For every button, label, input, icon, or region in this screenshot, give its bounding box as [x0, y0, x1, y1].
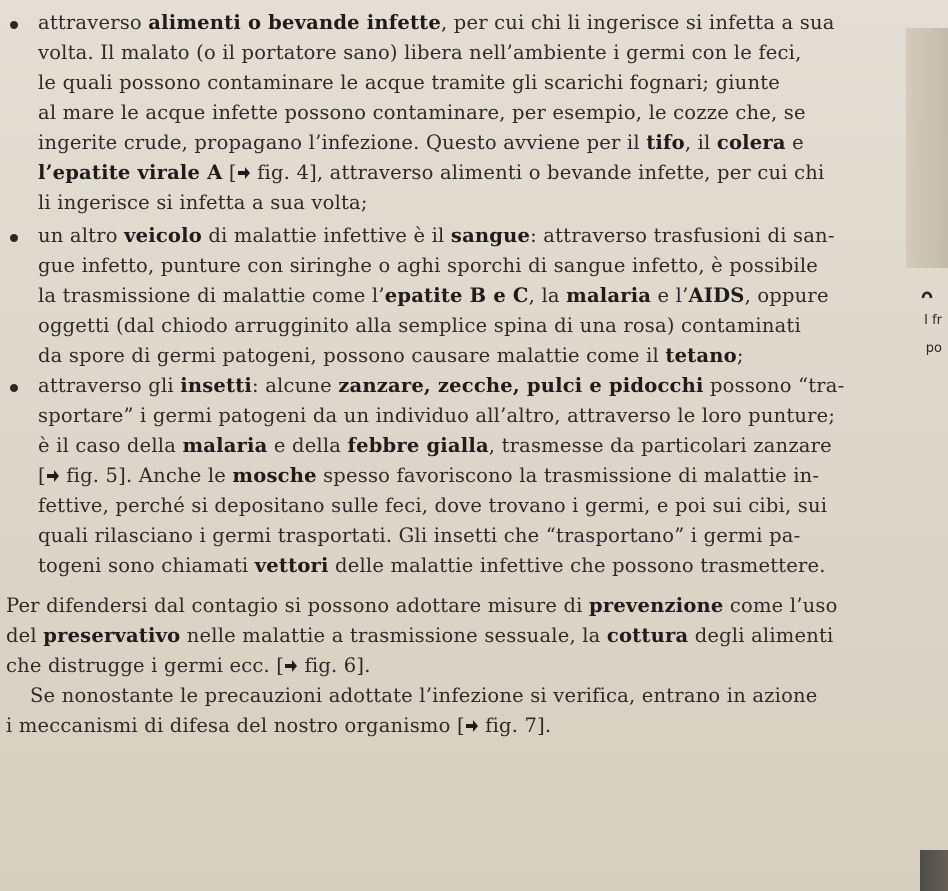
bracket: ]. — [537, 714, 552, 737]
text-fragment: attraverso gli — [38, 374, 181, 397]
bold-term: veicolo — [124, 224, 202, 247]
p2-line-5 — [38, 341, 744, 371]
figure-reference-icon — [284, 659, 298, 673]
p3-line-7 — [38, 551, 826, 581]
text-fragment: , la — [528, 284, 567, 307]
p1-line-4: al mare le acque infette possono contaminare, per esempio, le cozze che, se — [38, 101, 806, 124]
p4-line-1 — [6, 591, 838, 621]
bullet-3 — [10, 384, 18, 392]
text-fragment: possono “tra- — [703, 374, 845, 397]
bracket: [ — [38, 464, 46, 487]
text-fragment: ingerite crude, propagano l’infezione. Questo avviene per il — [38, 131, 647, 154]
text-fragment: : attraverso trasfusioni di san- — [530, 224, 835, 247]
text-fragment: da spore di germi patogeni, possono causare malattie come il — [38, 344, 666, 367]
page-edge-dark — [920, 850, 948, 891]
text-fragment: degli alimenti — [688, 624, 834, 647]
bullet-2 — [10, 234, 18, 242]
bold-term: malaria — [566, 284, 652, 307]
p1-line-6 — [38, 158, 824, 188]
p1-line-7: li ingerisce si infetta a sua volta; — [38, 191, 368, 214]
text-fragment: spesso favoriscono la trasmissione di malattie in- — [316, 464, 820, 487]
p2-line-2: gue infetto, punture con siringhe o aghi sporchi di sangue infetto, è possibile — [38, 254, 819, 277]
bold-term: epatite B e C — [384, 284, 529, 307]
text-fragment: del — [6, 624, 44, 647]
figure-reference[interactable]: fig. 7 — [485, 714, 538, 737]
text-fragment: e l’ — [651, 284, 689, 307]
bold-term: mosche — [232, 464, 317, 487]
bracket: ] — [309, 161, 317, 184]
bold-term: colera — [716, 131, 786, 154]
bold-term: l’epatite virale A — [38, 161, 223, 184]
margin-note-2: po — [925, 341, 942, 356]
bold-term: vettori — [254, 554, 329, 577]
bracket: ]. — [356, 654, 371, 677]
p2-line-3 — [38, 281, 829, 311]
p5-line-2 — [6, 711, 551, 741]
p3-line-4 — [38, 461, 819, 491]
figure-reference-icon — [237, 166, 251, 180]
bold-term: tifo — [646, 131, 685, 154]
text-fragment: è il caso della — [38, 434, 183, 457]
p5-line-1: Se nonostante le precauzioni adottate l’infezione si verifica, entrano in azione — [30, 684, 818, 707]
bold-term: febbre gialla — [347, 434, 489, 457]
text-fragment: di malattie infettive è il — [201, 224, 451, 247]
text-fragment: togeni sono chiamati — [38, 554, 255, 577]
bullet-1 — [10, 21, 18, 29]
bold-term: malaria — [182, 434, 268, 457]
p3-line-6: quali rilasciano i germi trasportati. Gli insetti che “trasportano” i germi pa- — [38, 524, 801, 547]
margin-note-1: I fr — [924, 313, 942, 328]
bold-term: zanzare, zecche, pulci e pidocchi — [338, 374, 704, 397]
text-fragment: , oppure — [744, 284, 829, 307]
text-fragment: Per difendersi dal contagio si possono adottare misure di — [6, 594, 590, 617]
page-edge-shadow — [906, 28, 948, 268]
bracket: ] — [118, 464, 126, 487]
text-fragment: i meccanismi di difesa del nostro organismo — [6, 714, 457, 737]
figure-reference[interactable]: fig. 5 — [66, 464, 119, 487]
text-fragment: come l’uso — [723, 594, 838, 617]
text-fragment: la trasmissione di malattie come l’ — [38, 284, 385, 307]
text-fragment: nelle malattie a trasmissione sessuale, la — [180, 624, 607, 647]
p3-line-1 — [38, 371, 844, 401]
p4-line-3 — [6, 651, 371, 681]
text-fragment: , il — [684, 131, 717, 154]
p1-line-3: le quali possono contaminare le acque tramite gli scarichi fognari; giunte — [38, 71, 780, 94]
text-fragment: attraverso — [38, 11, 149, 34]
bold-term: preservativo — [43, 624, 181, 647]
bold-term: sangue — [450, 224, 531, 247]
figure-reference[interactable]: fig. 6 — [304, 654, 357, 677]
text-fragment: ; — [736, 344, 744, 367]
p3-line-3 — [38, 431, 832, 461]
text-fragment: delle malattie infettive che possono trasmettere. — [328, 554, 826, 577]
bracket: [ — [456, 714, 465, 737]
text-fragment: un altro — [38, 224, 125, 247]
bold-term: alimenti o bevande infette — [148, 11, 441, 34]
text-fragment: . Anche le — [125, 464, 233, 487]
text-fragment: e della — [267, 434, 348, 457]
text-fragment: , per cui chi li ingerisce si infetta a sua — [440, 11, 835, 34]
figure-reference-icon — [465, 719, 479, 733]
text-fragment: , trasmesse da particolari zanzare — [488, 434, 832, 457]
text-fragment: : alcune — [252, 374, 339, 397]
figure-reference[interactable]: fig. 4 — [257, 161, 310, 184]
p3-line-5: fettive, perché si depositano sulle feci, dove trovano i germi, e poi sui cibi, sui — [38, 494, 828, 517]
p3-line-2: sportare” i germi patogeni da un individuo all’altro, attraverso le loro punture; — [38, 404, 836, 427]
text-fragment: che distrugge i germi ecc. — [6, 654, 277, 677]
p1-line-1 — [38, 8, 835, 38]
bracket: [ — [276, 654, 285, 677]
curved-arrow-icon — [920, 286, 934, 300]
p4-line-2 — [6, 621, 833, 651]
p1-line-5 — [38, 128, 804, 158]
bold-term: tetano — [665, 344, 737, 367]
bold-term: insetti — [180, 374, 253, 397]
text-fragment: , attraverso alimenti o bevande infette, per cui chi — [316, 161, 825, 184]
bold-term: cottura — [606, 624, 689, 647]
p1-line-2: volta. Il malato (o il portatore sano) libera nell’ambiente i germi con le feci, — [38, 41, 802, 64]
p2-line-1 — [38, 221, 835, 251]
text-fragment: e — [785, 131, 804, 154]
bold-term: AIDS — [688, 284, 745, 307]
p2-line-4: oggetti (dal chiodo arrugginito alla semplice spina di una rosa) contaminati — [38, 314, 801, 337]
bracket: [ — [228, 161, 237, 184]
bold-term: prevenzione — [589, 594, 724, 617]
figure-reference-icon — [46, 469, 60, 483]
